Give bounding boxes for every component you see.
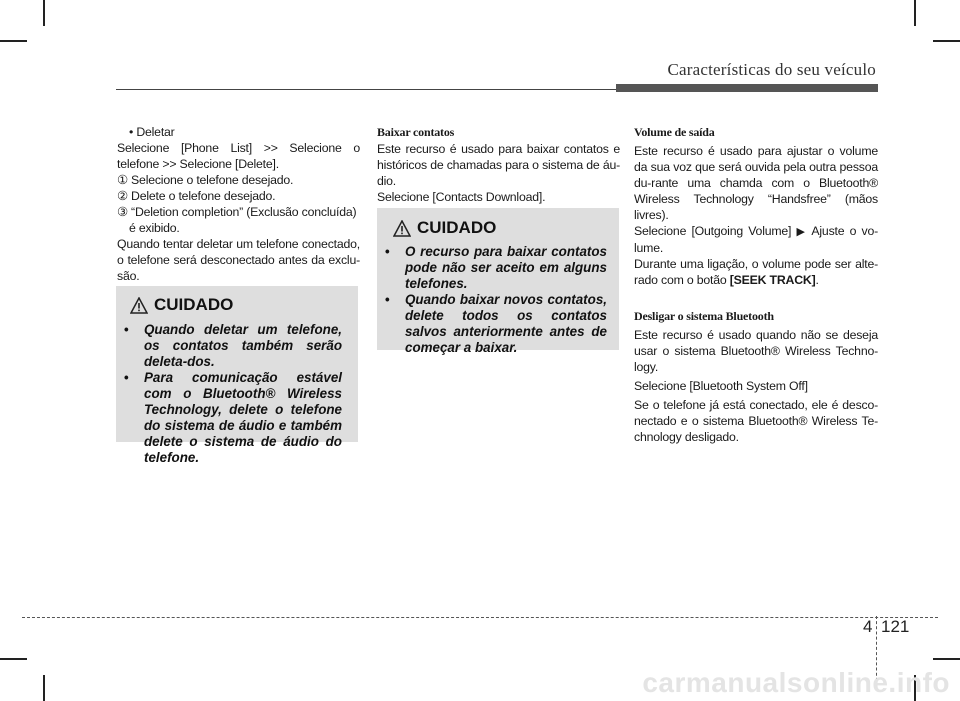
action-suffix: Ajuste o vo-lume.	[634, 224, 878, 255]
crop-mark	[43, 675, 45, 701]
caution-text: Para comunicação estável com o Bluetooth® Wireless Technology, delete o telefone do sistema de áudio e também delete o sistema de áudio do telefone.	[144, 370, 342, 465]
action-text	[634, 223, 878, 256]
caution-item: • Quando deletar um telefone, os contatos também serão deleta-dos.	[124, 322, 342, 369]
body-text	[634, 256, 878, 288]
body-text: Este recurso é usado para baixar contatos e históricos de chamadas para o sistema de áu-dio.	[377, 142, 620, 188]
crop-mark	[0, 40, 27, 42]
step-text: “Deletion completion” (Exclusão concluída) é exibido.	[129, 205, 357, 235]
caution-item: • Para comunicação estável com o Bluetooth® Wireless Technology, delete o telefone do sistema de áudio e também delete o sistema de áudio do telefone.	[124, 370, 342, 465]
caution-text: Quando deletar um telefone, os contatos também serão deleta-dos.	[144, 322, 342, 369]
caution-title: CUIDADO	[154, 295, 234, 314]
header-rule	[116, 89, 616, 90]
body-text: Se o telefone já está conectado, ele é desco-nectado e o sistema Bluetooth® Wireless Te-chnology desligado.	[634, 398, 878, 444]
caution-text: Quando baixar novos contatos, delete todos os contatos salvos anteriormente antes de começar a baixar.	[405, 292, 607, 355]
step-number: ③	[117, 205, 128, 219]
list-item	[117, 124, 360, 140]
footer-dashed-rule	[22, 617, 938, 618]
action-prefix: Selecione [Outgoing Volume]	[634, 224, 792, 238]
caution-box	[377, 208, 619, 355]
body-suffix: .	[815, 273, 819, 287]
caution-header	[130, 295, 358, 315]
chapter-number: 4	[863, 617, 873, 636]
note-text: Quando tentar deletar um telefone conectado, o telefone será desconectado antes da exclu-são.	[117, 237, 360, 283]
caution-item: • Quando baixar novos contatos, delete todos os contatos salvos anteriormente antes de começar a baixar.	[385, 292, 607, 355]
caution-item: • O recurso para baixar contatos pode não ser aceito em alguns telefones.	[385, 244, 607, 291]
delete-path: Selecione [Phone List] >> Selecione o telefone >> Selecione [Delete].	[117, 141, 360, 171]
step	[117, 172, 360, 188]
crop-mark	[43, 0, 45, 26]
step	[117, 204, 360, 236]
header-rule-thick	[616, 84, 878, 92]
caution-header	[393, 218, 619, 238]
section-heading: Volume de saída	[634, 125, 715, 139]
warning-icon	[393, 220, 411, 237]
section-heading: Desligar o sistema Bluetooth	[634, 309, 774, 323]
bullet: •	[129, 125, 134, 139]
caution-list	[116, 322, 342, 466]
column-right	[634, 124, 878, 445]
body-text: Este recurso é usado quando não se deseja usar o sistema Bluetooth® Wireless Techno-logy.	[634, 328, 878, 374]
column-middle	[377, 124, 620, 205]
caution-text: O recurso para baixar contatos pode não ser aceito em alguns telefones.	[405, 244, 607, 291]
step-text: Selecione o telefone desejado.	[131, 173, 294, 187]
action-text: Selecione [Bluetooth System Off]	[634, 379, 808, 393]
caution-list	[377, 244, 607, 356]
key-label: [SEEK TRACK]	[729, 273, 816, 287]
crop-mark	[933, 658, 960, 660]
delete-item: Deletar	[136, 125, 175, 139]
section-title: Características do seu veículo	[667, 60, 876, 79]
column-left	[117, 124, 360, 284]
step-number: ①	[117, 173, 128, 187]
caution-title: CUIDADO	[417, 218, 497, 237]
caution-box	[116, 286, 358, 465]
step-number: ②	[117, 189, 128, 203]
action-text: Selecione [Contacts Download].	[377, 190, 546, 204]
crop-mark	[933, 40, 960, 42]
body-text: Este recurso é usado para ajustar o volume da sua voz que será ouvida pela outra pessoa du-rante uma chamda com o Bluetooth® Wireless Technology “Handsfree” (mãos livres).	[634, 144, 878, 222]
step-text: Delete o telefone desejado.	[131, 189, 276, 203]
page-number: 121	[881, 617, 910, 636]
arrow-icon: ▶	[796, 226, 807, 238]
step	[117, 188, 360, 204]
watermark: carmanualsonline.info	[642, 667, 950, 698]
crop-mark	[0, 658, 27, 660]
body-prefix: Durante uma ligação, o volume pode ser alte-rado com o botão	[634, 257, 878, 287]
crop-mark	[914, 0, 916, 26]
warning-icon	[130, 297, 148, 314]
section-heading: Baixar contatos	[377, 125, 455, 139]
